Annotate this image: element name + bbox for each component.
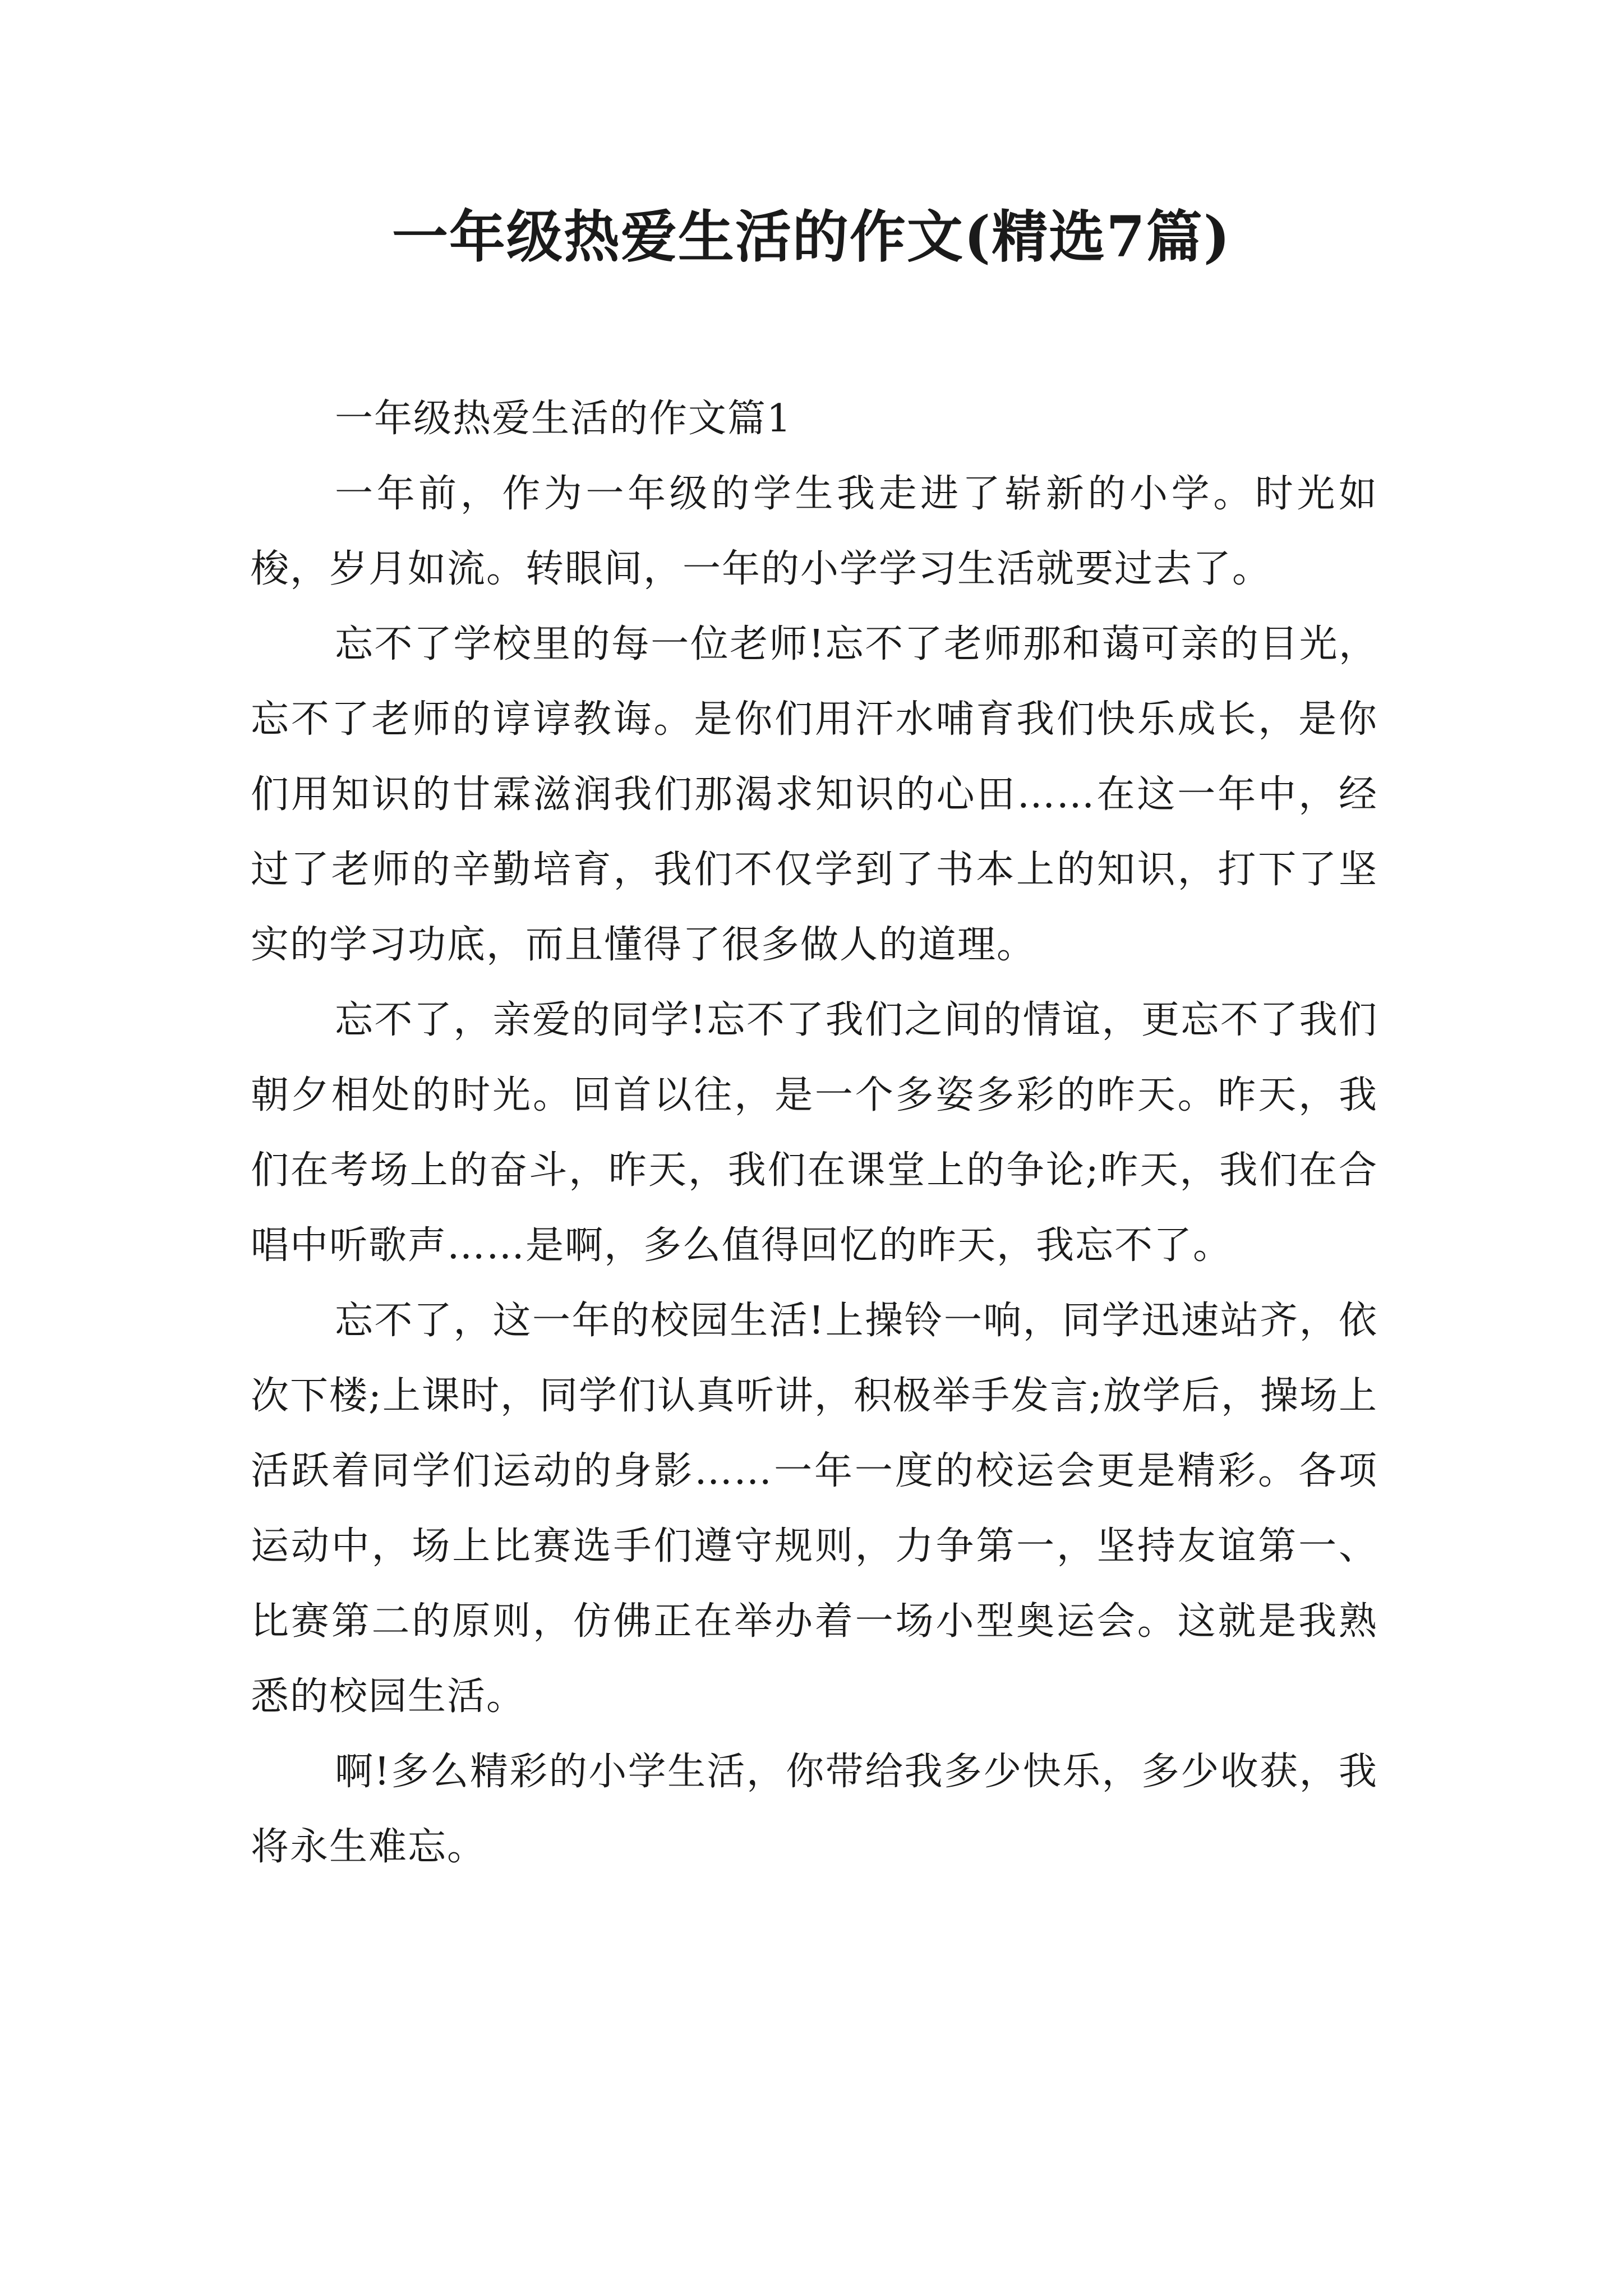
paragraph-1: 一年前，作为一年级的学生我走进了崭新的小学。时光如梭，岁月如流。转眼间，一年的小学学习生活就要过去了。 xyxy=(251,472,1378,591)
paragraph-4: 忘不了，这一年的校园生活!上操铃一响，同学迅速站齐，依次下楼;上课时，同学们认真听讲，积极举手发言;放学后，操场上活跃着同学们运动的身影……一年一度的校运会更是精彩。各项运动中，场上比赛选手们遵守规则，力争第一，坚持友谊第一、比赛第二的原则，仿佛正在举办着一场小型奥运会。这就是我熟悉的校园生活。 xyxy=(251,1299,1378,1719)
paragraph-2: 忘不了学校里的每一位老师!忘不了老师那和蔼可亲的目光，忘不了老师的谆谆教诲。是你们用汗水哺育我们快乐成长，是你们用知识的甘霖滋润我们那渴求知识的心田……在这一年中，经过了老师的辛勤培育，我们不仅学到了书本上的知识，打下了坚实的学习功底，而且懂得了很多做人的道理。 xyxy=(251,622,1378,967)
document-title: 一年级热爱生活的作文(精选7篇) xyxy=(391,204,1232,270)
paragraph-5: 啊!多么精彩的小学生活，你带给我多少快乐，多少收获，我将永生难忘。 xyxy=(251,1750,1378,1869)
paragraph-3: 忘不了，亲爱的同学!忘不了我们之间的情谊，更忘不了我们朝夕相处的时光。回首以往，是一个多姿多彩的昨天。昨天，我们在考场上的奋斗，昨天，我们在课堂上的争论;昨天，我们在合唱中听歌声……是啊，多么值得回忆的昨天，我忘不了。 xyxy=(251,998,1378,1268)
document-body xyxy=(251,381,1378,1885)
section-heading: 一年级热爱生活的作文篇1 xyxy=(335,397,792,441)
